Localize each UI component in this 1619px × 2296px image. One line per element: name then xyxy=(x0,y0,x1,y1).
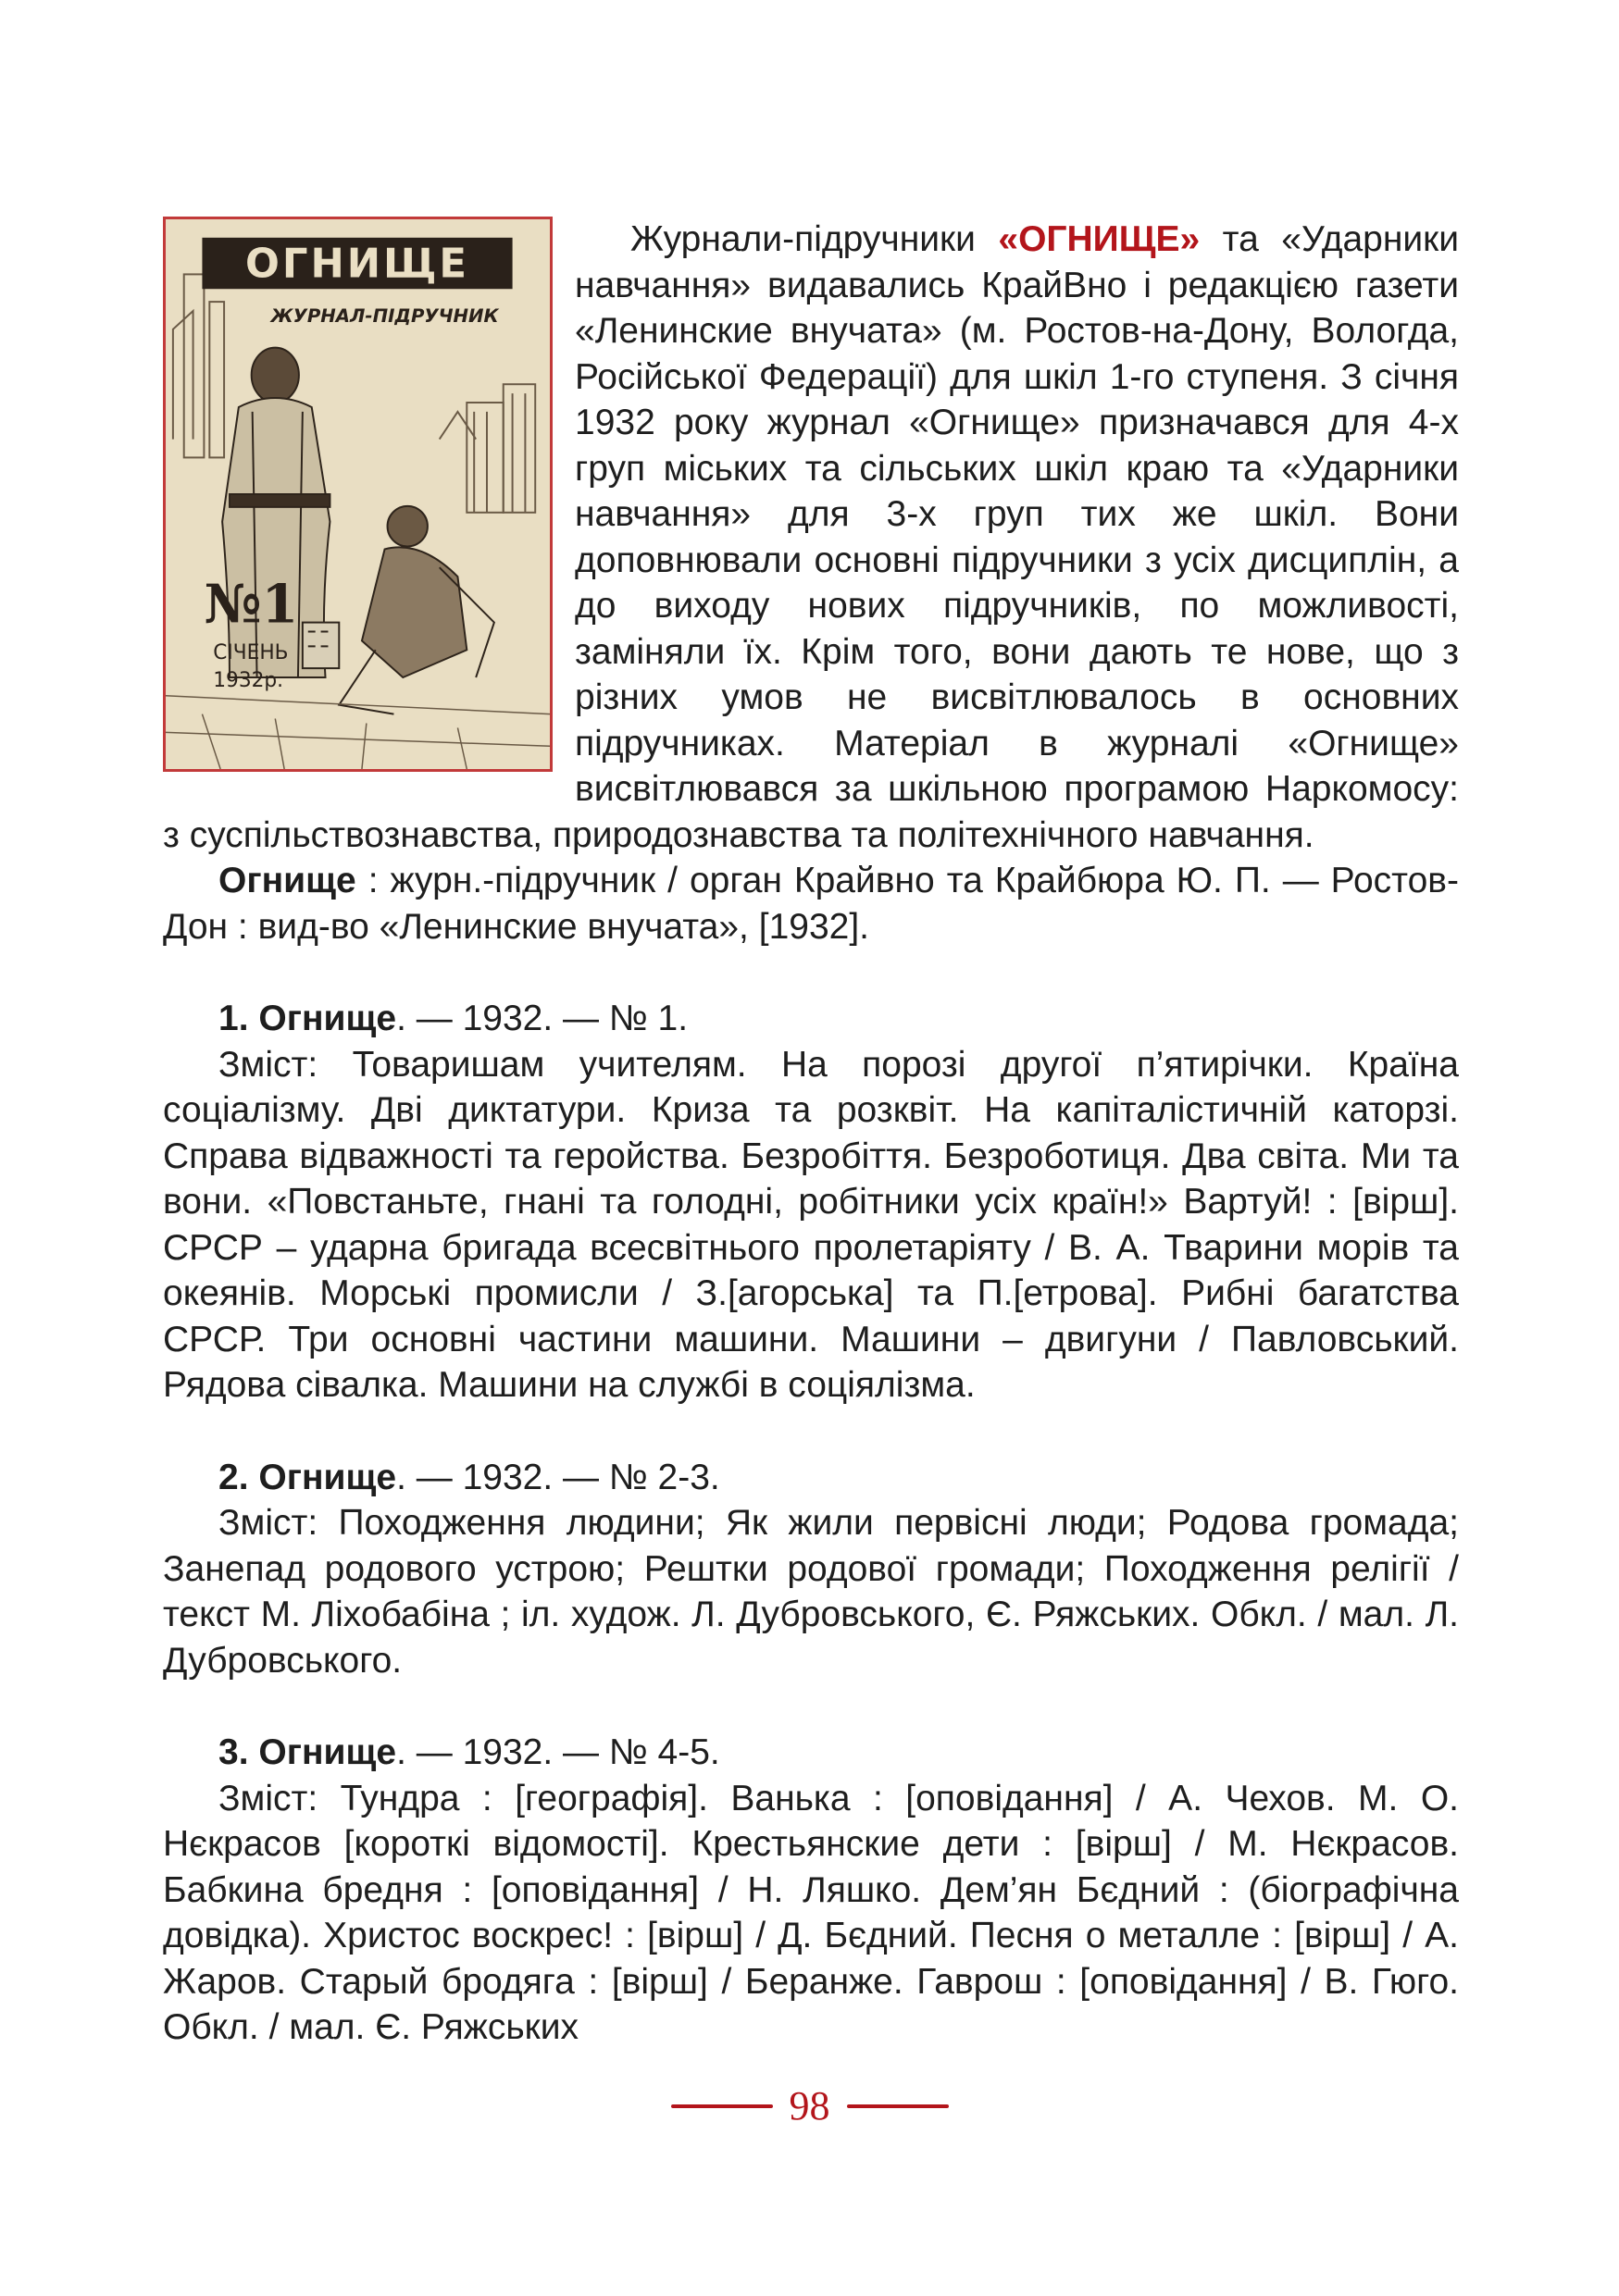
page-footer xyxy=(0,2083,1619,2128)
page-number: 98 xyxy=(789,2083,830,2128)
citation-paragraph: Огнище : журн.-підручник / орган Крайвно та Крайбюра Ю. П. — Ростов-Дон : вид-во «Ленинские внучата», [1932]. xyxy=(163,861,1459,947)
footer-rule-left xyxy=(671,2104,773,2108)
entry-1-content: Зміст: Товаришам учителям. На порозі другої п’ятирічки. Країна соціалізму. Дві диктатури. Криза та розквіт. На капіталістичній каторзі. Справа відважності та геройства. Безробіття. Безроботиця. Два світа. Ми та вони. «Повстаньте, гнані та голодні, робітники усіх країн!» Вартуй! : [вірш]. СРСР – ударна бригада всесвітнього пролетаріяту / В. А. Тварини морів та океянів. Морські промисли / З.[агорська] та П.[етрова]. Рибні багатства СРСР. Три основні частини машини. Машини – двигуни / Павловський. Рядова сівалка. Машини на службі в соціялізма. xyxy=(163,1044,1459,1405)
cover-year: 1932р. xyxy=(213,668,284,692)
page-body xyxy=(163,217,1459,2051)
journal-cover-image xyxy=(163,217,553,772)
journal-title-highlight: «ОГНИЩЕ» xyxy=(998,219,1201,259)
cover-issue-number: №1 xyxy=(204,572,299,636)
entry-3-heading: 3. Огнище. — 1932. — № 4-5. xyxy=(218,1732,720,1772)
cover-title: ОГНИЩЕ xyxy=(245,241,469,288)
entry-3-content: Зміст: Тундра : [географія]. Ванька : [оповідання] / А. Чехов. М. О. Нєкрасов [короткі відомості]. Крестьянские дети : [вірш] / М. Нєкрасов. Бабкина бредня : [оповідання] / Н. Ляшко. Дем’ян Бєдний : (біографічна довідка). Христос воскрес! : [вірш] / Д. Бєдний. Песня о металле : [вірш] / А. Жаров. Старый бродяга : [вірш] / Беранже. Гаврош : [оповідання] / В. Гюго. Обкл. / мал. Є. Ряжських xyxy=(163,1778,1459,2047)
cover-month: СІЧЕНЬ xyxy=(213,641,289,665)
intro-paragraph: Журнали-підручники «ОГНИЩЕ» та «Ударники навчання» видавались КрайВно і редакцією газети «Ленинские внучата» (м. Ростов-на-Дону, Вологда, Російської Федерації) для шкіл 1-го ступеня. З січня 1932 року журнал «Огнище» призначався для 4-х груп міських та сільських шкіл краю та «Ударники навчання» для 3-х груп тих же шкіл. Вони доповнювали основні підручники з усіх дисциплін, а до виходу нових підручників, по можливості, заміняли їх. Крім того, вони дають те нове, що з різних умов не висвітлювалось в основних підручниках. Матеріал в журналі «Огнище» висвітлювався за шкільною програмою Наркомосу: з суспільствознавства, природознавства та політехнічного навчання. xyxy=(163,219,1459,855)
cover-illustration xyxy=(166,219,550,769)
footer-rule-right xyxy=(847,2104,949,2108)
entry-2-heading: 2. Огнище. — 1932. — № 2-3. xyxy=(218,1457,720,1497)
cover-subtitle: ЖУРНАЛ-ПІДРУЧНИК xyxy=(270,304,499,327)
entry-1-heading: 1. Огнище. — 1932. — № 1. xyxy=(218,999,689,1038)
entry-2-content: Зміст: Походження людини; Як жили первісні люди; Родова громада; Занепад родового устрою; Рештки родової громади; Походження релігії / текст М. Ліхобабіна ; іл. худож. Л. Дубровського, Є. Ряжських. Обкл. / мал. Л. Дубровського. xyxy=(163,1503,1459,1681)
